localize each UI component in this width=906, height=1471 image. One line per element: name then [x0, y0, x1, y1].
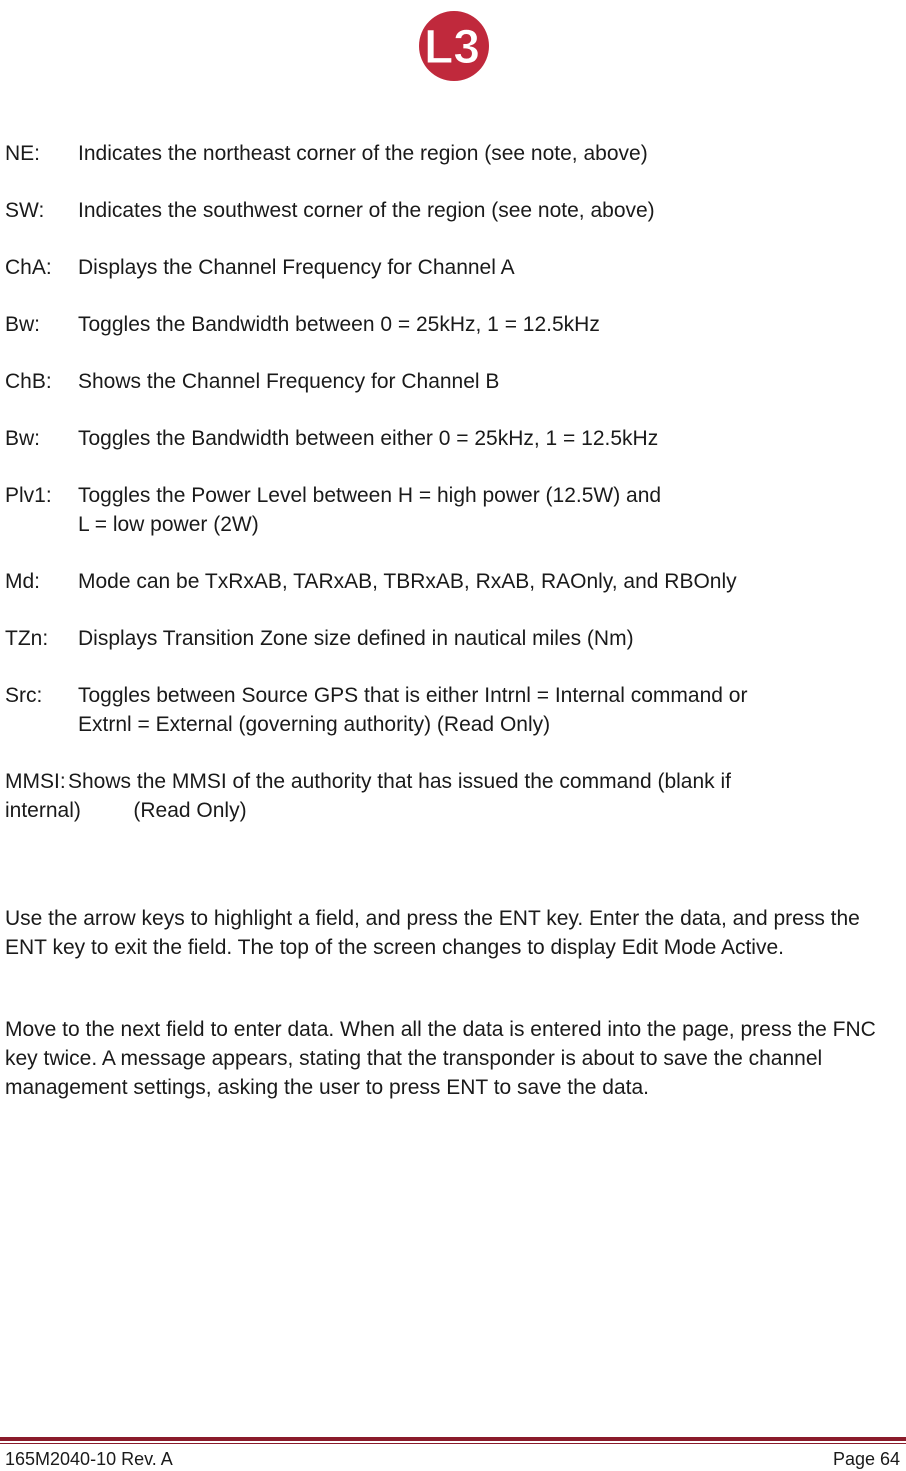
- instruction-paragraph-2: Move to the next field to enter data. When all the data is entered into the page, press the FNC key twice. A message appears, stating that the transponder is about to save the channel management settings, asking the user to press ENT to save the data.: [5, 1018, 876, 1099]
- definition-term: Bw:: [5, 313, 41, 336]
- definition-line: Displays the Channel Frequency for Channel A: [78, 256, 515, 279]
- l3-logo: [413, 10, 495, 82]
- definition-item: [5, 367, 900, 396]
- definition-term: ChA:: [5, 256, 52, 279]
- definition-term: Bw:: [5, 427, 41, 450]
- definition-item: [5, 310, 900, 339]
- definition-item: [5, 424, 900, 453]
- definition-line: Toggles the Power Level between H = high power (12.5W) and: [78, 484, 662, 507]
- definition-description: [5, 253, 900, 282]
- definition-term: SW:: [5, 199, 45, 222]
- definition-description: [5, 424, 900, 453]
- mmsi-first-line: [5, 767, 900, 796]
- definition-description: [5, 310, 900, 339]
- definition-item: [5, 139, 900, 168]
- definition-item: [5, 681, 900, 739]
- definition-item: [5, 624, 900, 653]
- definition-description: [5, 567, 900, 596]
- definition-item: [5, 253, 900, 282]
- definition-line: Toggles the Bandwidth between 0 = 25kHz, 1 = 12.5kHz: [78, 313, 600, 336]
- definition-term: ChB:: [5, 370, 52, 393]
- footer-rule: [0, 1437, 906, 1441]
- definition-term: Src:: [5, 684, 43, 707]
- definition-line: Indicates the southwest corner of the region (see note, above): [78, 199, 655, 222]
- definition-term: Md:: [5, 570, 41, 593]
- definition-description: [5, 367, 900, 396]
- logo-letters: L3: [423, 21, 481, 74]
- definition-term: MMSI:: [5, 770, 66, 793]
- document-number: 165M2040-10 Rev. A: [5, 1449, 173, 1469]
- definition-item: [5, 196, 900, 225]
- definition-line: Indicates the northeast corner of the region (see note, above): [78, 142, 648, 165]
- definition-line: Toggles between Source GPS that is either Intrnl = Internal command or: [78, 684, 748, 707]
- definition-term: NE:: [5, 142, 41, 165]
- definition-description: [5, 481, 900, 539]
- definition-line: Extrnl = External (governing authority) (Read Only): [78, 713, 551, 736]
- definition-item: [5, 481, 900, 539]
- definition-line: Shows the Channel Frequency for Channel B: [78, 370, 500, 393]
- footer-rule-thin: [0, 1443, 906, 1444]
- definition-item-mmsi: [5, 767, 900, 825]
- definition-line: Mode can be TxRxAB, TARxAB, TBRxAB, RxAB, RAOnly, and RBOnly: [78, 570, 737, 593]
- definition-line: Displays Transition Zone size defined in nautical miles (Nm): [78, 627, 634, 650]
- page-number: Page 64: [832, 1449, 900, 1469]
- definition-description: [5, 624, 900, 653]
- instruction-paragraph-1: Use the arrow keys to highlight a field, and press the ENT key. Enter the data, and press the ENT key to exit the field. The top of the screen changes to display Edit Mode Active.: [5, 907, 860, 959]
- definition-description: [5, 196, 900, 225]
- definition-line: Toggles the Bandwidth between either 0 = 25kHz, 1 = 12.5kHz: [78, 427, 659, 450]
- definition-line: L = low power (2W): [78, 513, 259, 536]
- definition-line: Shows the MMSI of the authority that has issued the command (blank if: [68, 770, 731, 793]
- definition-line: internal) (Read Only): [5, 799, 247, 822]
- definition-item: [5, 567, 900, 596]
- definition-description: [5, 139, 900, 168]
- definition-term: Plv1:: [5, 484, 52, 507]
- definition-term: TZn:: [5, 627, 49, 650]
- definition-description: [5, 681, 900, 739]
